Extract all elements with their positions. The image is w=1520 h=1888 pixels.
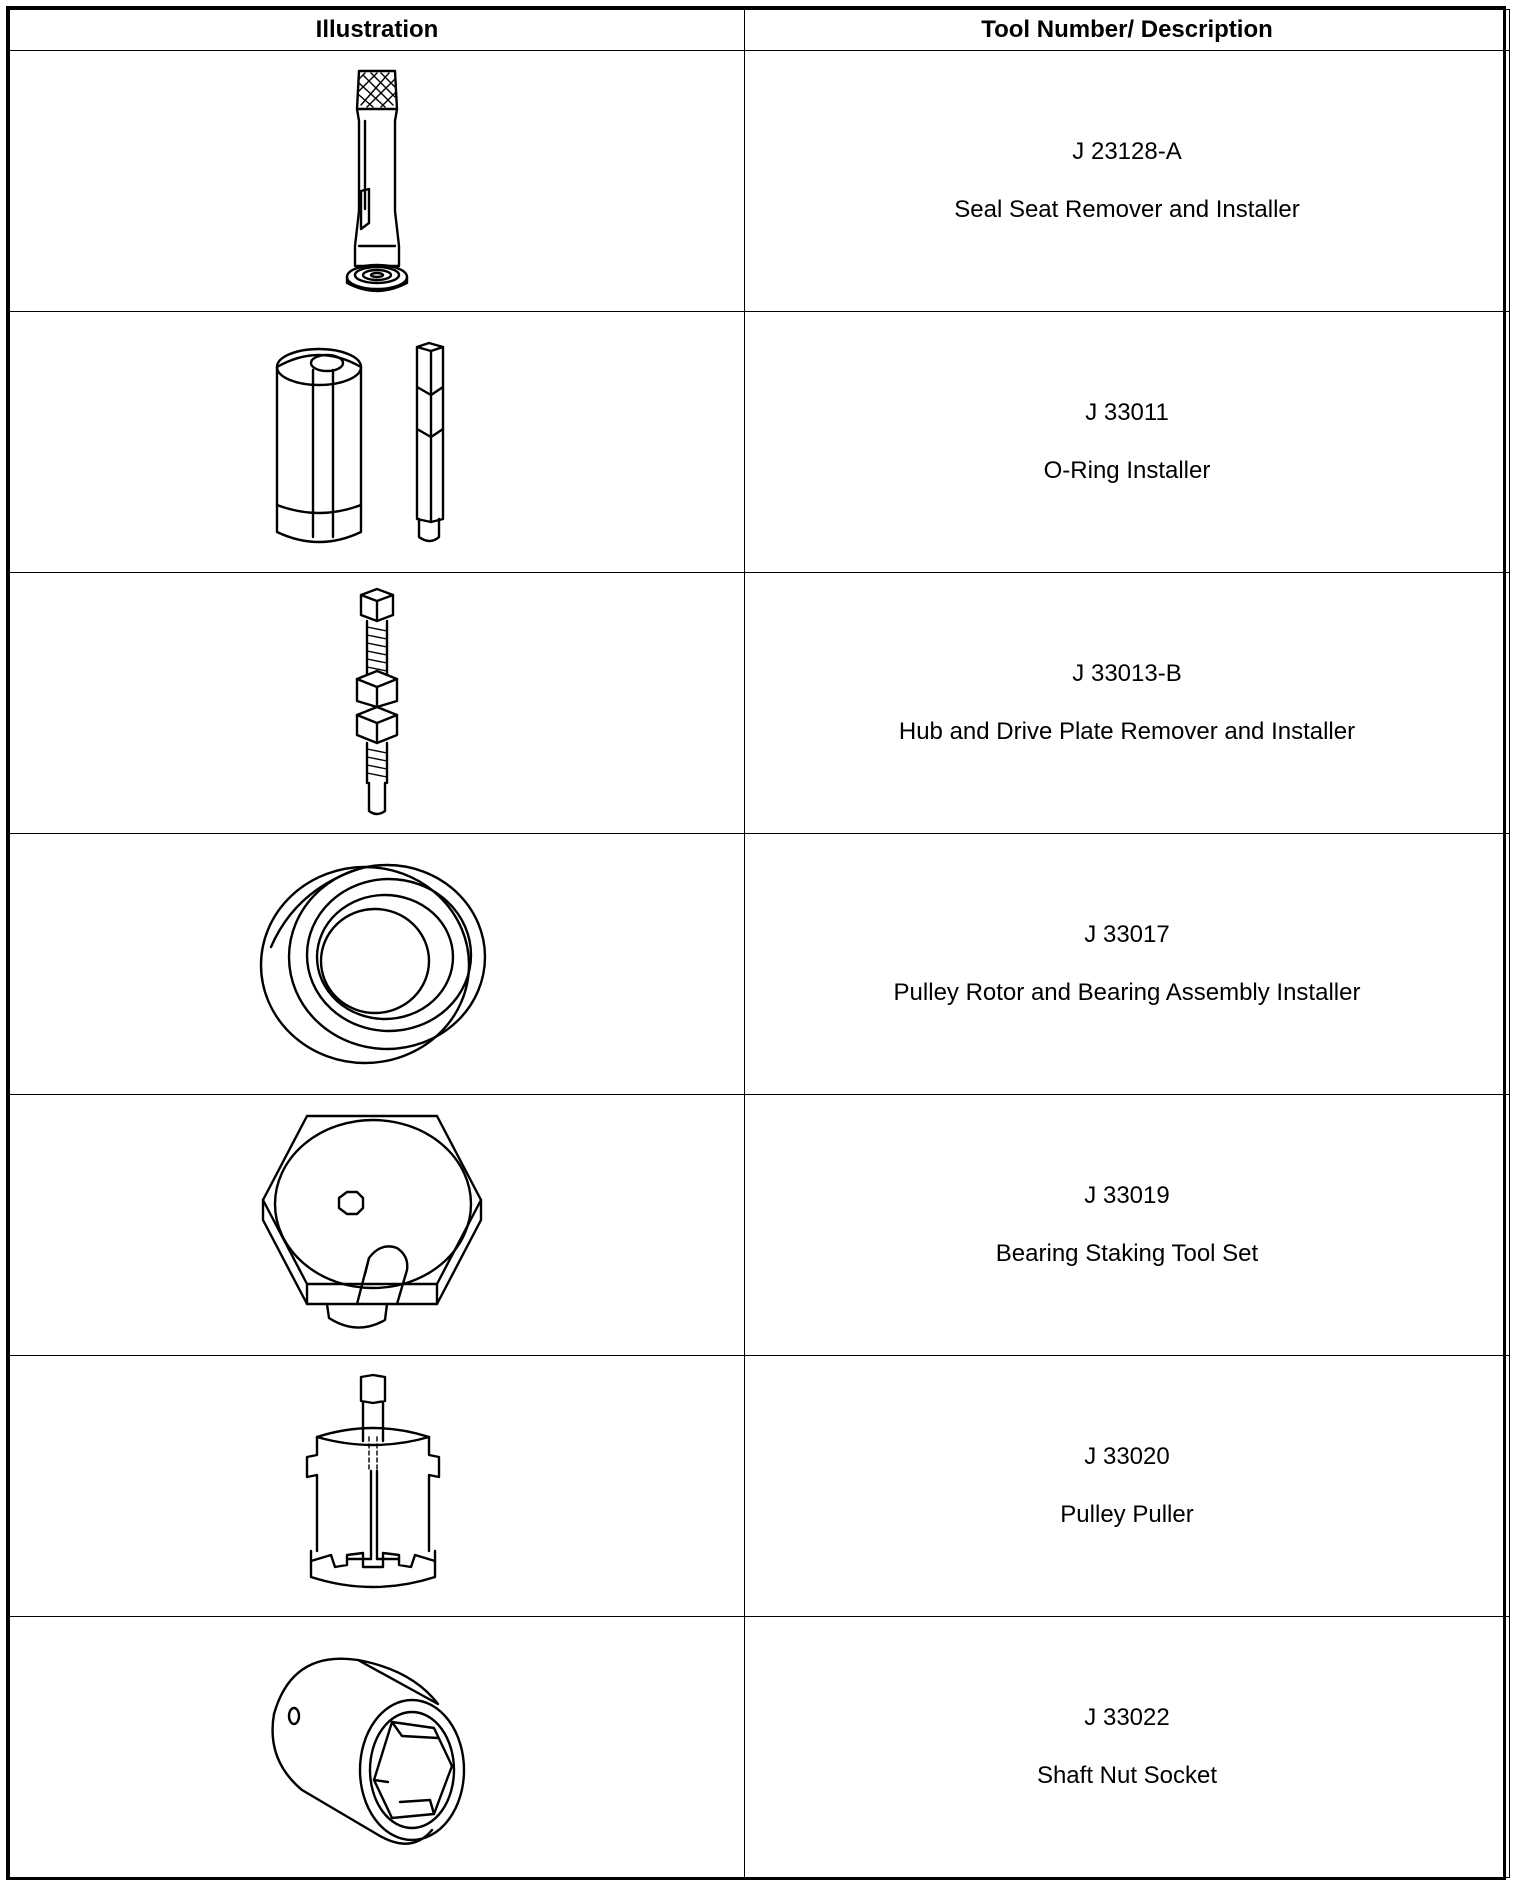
tool-description: Shaft Nut Socket [1036,1762,1218,1789]
tool-description: Pulley Puller [1060,1501,1194,1528]
tool-description: Seal Seat Remover and Installer [954,196,1300,223]
table-row [10,1356,1510,1617]
bearing-staking-tool-icon [257,1108,497,1343]
illustration-cell [10,312,745,573]
shaft-nut-socket-icon [262,1640,492,1855]
tool-number: J 33019 [1084,1182,1170,1209]
illustration-header: Illustration [10,10,745,51]
table-row [10,834,1510,1095]
tool-description: Hub and Drive Plate Remover and Installer [898,718,1356,745]
tool-header: Tool Number/ Description [745,10,1510,51]
table-row [10,1617,1510,1878]
table-row [10,312,1510,573]
tool-table-sheet [6,6,1506,1880]
seal-seat-remover-icon [317,61,437,301]
tool-cell [745,834,1510,1095]
tool-cell [745,1095,1510,1356]
table-row [10,1095,1510,1356]
illustration-cell [10,51,745,312]
tool-table [9,9,1510,1878]
tool-number: J 33011 [1085,399,1169,426]
tool-cell [745,1617,1510,1878]
tool-number: J 23128-A [1072,138,1182,165]
tool-description: Pulley Rotor and Bearing Assembly Installer [893,979,1361,1006]
tool-number: J 33022 [1084,1704,1170,1731]
table-row [10,573,1510,834]
tool-number: J 33013-B [1072,660,1182,687]
tool-cell [745,1356,1510,1617]
o-ring-installer-icon [267,337,487,547]
illustration-cell [10,834,745,1095]
pulley-puller-icon [287,1371,467,1601]
illustration-cell [10,1617,745,1878]
tool-cell [745,312,1510,573]
illustration-cell [10,573,745,834]
tool-description: Bearing Staking Tool Set [995,1240,1259,1267]
tool-cell [745,573,1510,834]
illustration-cell [10,1356,745,1617]
tool-description: O-Ring Installer [1043,457,1211,484]
hub-drive-plate-remover-icon [337,583,417,823]
tool-number: J 33017 [1084,921,1170,948]
table-row [10,51,1510,312]
tool-cell [745,51,1510,312]
table-header-row [10,10,1510,51]
tool-number: J 33020 [1084,1443,1170,1470]
illustration-cell [10,1095,745,1356]
pulley-rotor-installer-icon [257,857,497,1072]
